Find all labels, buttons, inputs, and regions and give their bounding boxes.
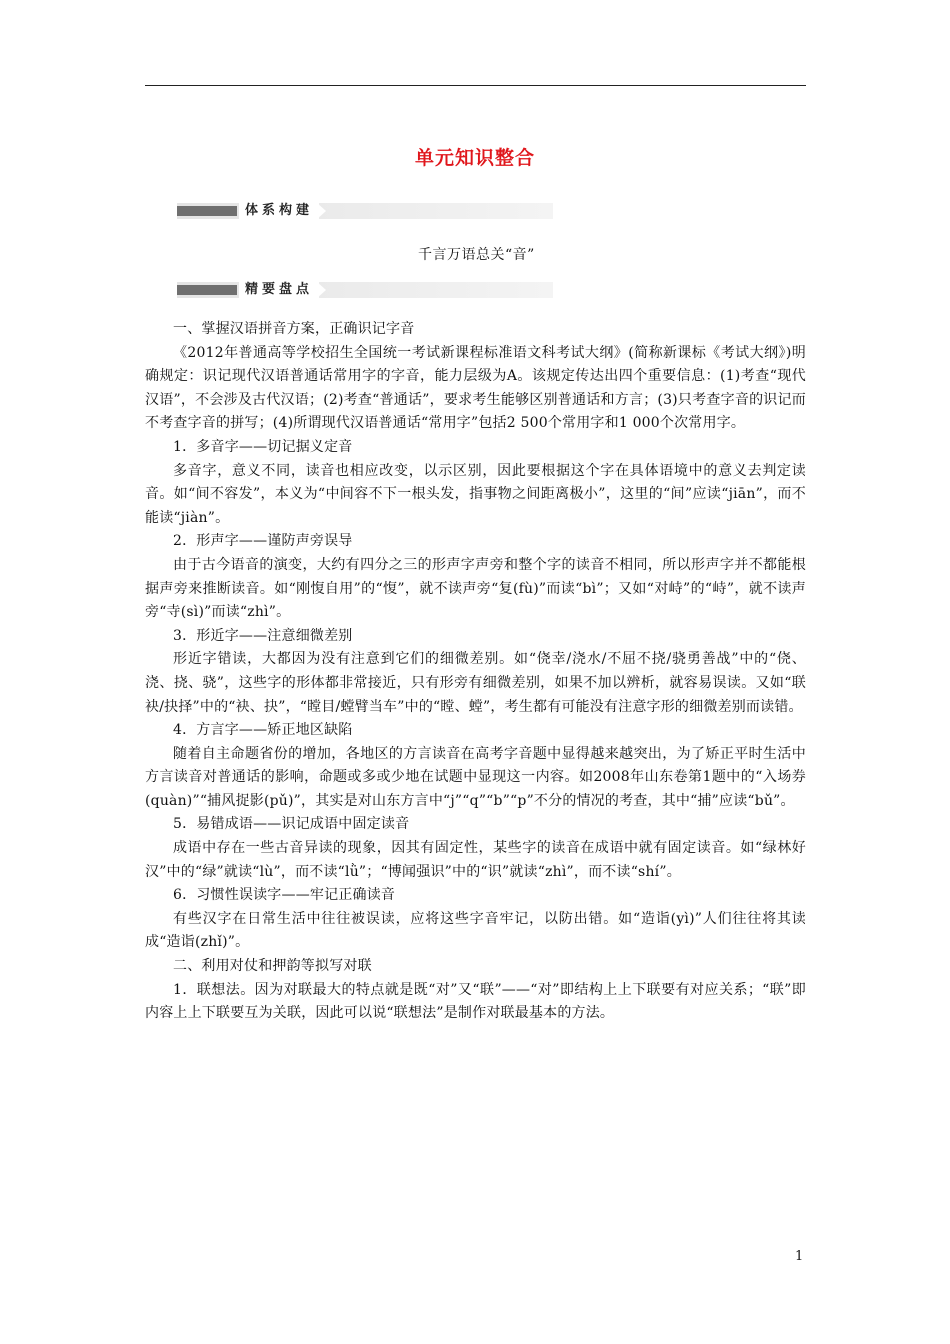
paragraph: 由于古今语音的演变，大约有四分之三的形声字声旁和整个字的读音不相同，所以形声字并不都能根据声旁来推断读音。如“刚愎自用”的“愎”，就不读声旁“复(fù)”而读“bì”；又如“对峙”的“峙”，就不读声旁“寺(sì)”而读“zhì”。 bbox=[145, 556, 806, 621]
paragraph: 形近字错读，大都因为没有注意到它们的细微差别。如“侥幸/浇水/不屈不挠/骁勇善战”中的“侥、浇、挠、骁”，这些字的形体都非常接近，只有形旁有细微差别，如果不加以辨析，就容易误读。又如“联袂/抉择”中的“袂、抉”，“瞠目/螳臂当车”中的“瞠、螳”，考生都有可能没有注意字形的细微差别而读错。 bbox=[145, 651, 806, 715]
page-title: 单元知识整合 bbox=[414, 147, 535, 169]
section-bar-summary bbox=[177, 282, 553, 298]
paragraph: 1．联想法。因为对联最大的特点就是既“对”又“联”——“对”即结构上上下联要有对应关系；“联”即内容上上下联要互为关联，因此可以说“联想法”是制作对联最基本的方法。 bbox=[145, 981, 806, 1022]
subheading: 4．方言字——矫正地区缺陷 bbox=[173, 722, 353, 739]
section-subtitle: 千言万语总关“音” bbox=[418, 247, 535, 263]
subheading: 3．形近字——注意细微差别 bbox=[173, 627, 353, 644]
heading-one: 一、掌握汉语拼音方案，正确识记字音 bbox=[173, 321, 415, 337]
subheading: 5．易错成语——识记成语中固定读音 bbox=[173, 816, 410, 833]
paragraph: 随着自主命题省份的增加，各地区的方言读音在高考字音题中显得越来越突出，为了矫正平时生活中方言读音对普通话的影响，命题或多或少地在试题中显现这一内容。如2008年山东卷第1题中的“入场券(quàn)”“捕风捉影(pǔ)”，其实是对山东方言中“j”“q”“b”“p”不分的情况的考查，其中“捕”应读“bǔ”。 bbox=[145, 745, 806, 809]
heading-two: 二、利用对仗和押韵等拟写对联 bbox=[173, 958, 372, 975]
section-label-summary: 精要盘点 bbox=[239, 282, 319, 298]
section-bar-notch bbox=[317, 282, 326, 298]
section-label-structure: 体系构建 bbox=[239, 203, 319, 219]
paragraph: 成语中存在一些古音异读的现象，因其有固定性，某些字的读音在成语中就有固定读音。如“绿林好汉”中的“绿”就读“lù”，而不读“lǜ”；“博闻强识”中的“识”就读“zhì”，而不读“shí”。 bbox=[145, 840, 806, 880]
paragraph: 《2012年普通高等学校招生全国统一考试新课程标准语文科考试大纲》(简称新课标《考试大纲》)明确规定：识记现代汉语普通话常用字的字音，能力层级为A。该规定传达出四个重要信息：(1)考查“现代汉语”，不会涉及古代汉语；(2)考查“普通话”，要求考生能够区别普通话和方言；(3)只考查字音的识记而不考查字音的拼写；(4)所谓现代汉语普通话“常用字”包括2 500个常用字和1 000个次常用字。 bbox=[145, 344, 806, 432]
subheading: 2．形声字——谨防声旁误导 bbox=[173, 533, 353, 550]
paragraph: 多音字，意义不同，读音也相应改变，以示区别，因此要根据这个字在具体语境中的意义去判定读音。如“间不容发”，本义为“中间容不下一根头发，指事物之间距离极小”，这里的“间”应读“jiān”，而不能读“jiàn”。 bbox=[145, 462, 806, 526]
section-bar-structure bbox=[177, 203, 553, 219]
section-bar-dark-block bbox=[177, 285, 237, 295]
section-bar-dark-block bbox=[177, 206, 237, 216]
page-number: 1 bbox=[795, 1249, 804, 1264]
subheading: 6．习惯性误读字——牢记正确读音 bbox=[173, 887, 396, 904]
body-text bbox=[145, 318, 806, 1026]
header-rule bbox=[145, 85, 806, 86]
paragraph: 有些汉字在日常生活中往往被误读，应将这些字音牢记，以防出错。如“造诣(yì)”人们往往将其读成“造诣(zhǐ)”。 bbox=[145, 910, 806, 951]
section-bar-notch bbox=[317, 203, 326, 219]
subheading: 1．多音字——切记据义定音 bbox=[173, 438, 353, 455]
